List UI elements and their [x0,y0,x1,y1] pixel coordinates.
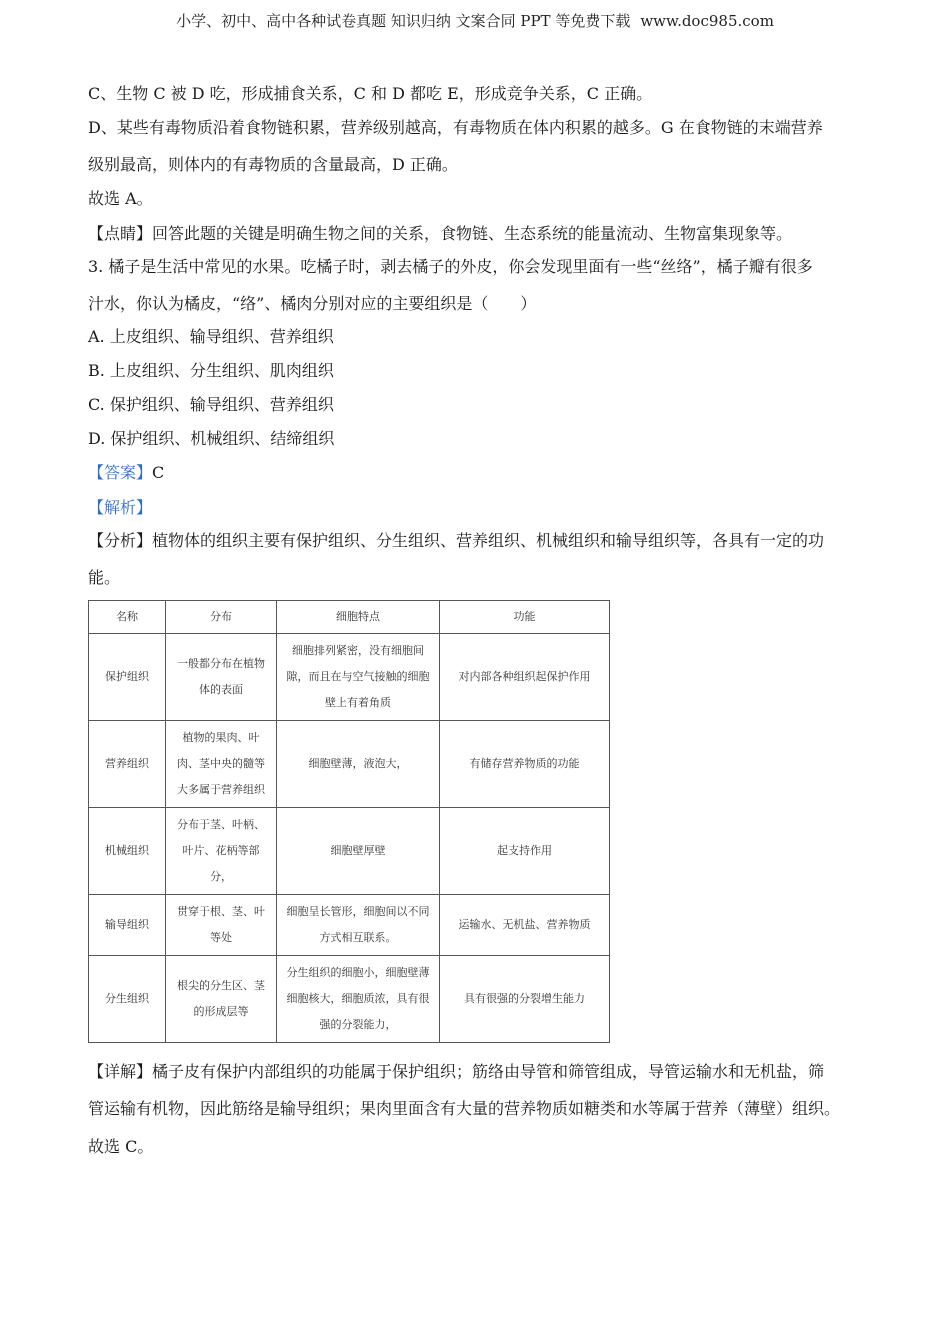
detail-line [88,1062,824,1082]
analysis-text: 植物体的组织主要有保护组织、分生组织、营养组织、机械组织和输导组织等，各具有一定的功 [152,531,825,550]
text-line: D、某些有毒物质沿着食物链积累，营养级别越高，有毒物质在体内积累的越多。G 在食物链的末端营养 [88,118,823,137]
header-cell: 细胞特点 [277,601,440,634]
table-cell: 植物的果肉、叶肉、茎中央的髓等大多属于营养组织 [166,721,277,808]
header-text: 小学、初中、高中各种试卷真题 知识归纳 文案合同 PPT 等免费下载 [176,12,631,30]
analysis-line: 能。 [88,568,121,587]
answer-value: C [152,463,165,482]
text-line: C、生物 C 被 D 吃，形成捕食关系，C 和 D 都吃 E，形成竞争关系，C 正确。 [88,84,653,103]
question-stem: 汁水，你认为橘皮，“络”、橘肉分别对应的主要组织是（ ） [88,294,537,313]
table-row [89,956,610,1043]
table-cell: 贯穿于根、茎、叶等处 [166,895,277,956]
text-line: 故选 A。 [88,189,153,208]
table-cell: 细胞壁厚壁 [277,808,440,895]
table-cell: 起支持作用 [440,808,610,895]
table-cell: 细胞呈长管形，细胞间以不同方式相互联系。 [277,895,440,956]
final-answer: 故选 C。 [88,1137,154,1156]
header-cell: 名称 [89,601,166,634]
tissue-table [88,600,610,1043]
detail-tag: 【详解】 [88,1062,153,1081]
table-cell: 具有很强的分裂增生能力 [440,956,610,1043]
table-cell: 细胞壁薄，液泡大， [277,721,440,808]
answer-tag: 【答案】 [88,463,153,482]
table-row [89,895,610,956]
text-line: 级别最高，则体内的有毒物质的含量最高，D 正确。 [88,155,458,174]
table-cell: 分生组织 [89,956,166,1043]
page-header [0,10,950,31]
table-cell: 保护组织 [89,634,166,721]
option-c: C. 保护组织、输导组织、营养组织 [88,395,334,414]
table-cell: 一般都分布在植物体的表面 [166,634,277,721]
table-cell: 有储存营养物质的功能 [440,721,610,808]
header-cell: 功能 [440,601,610,634]
table-row [89,721,610,808]
table-row [89,634,610,721]
tip-text: 回答此题的关键是明确生物之间的关系，食物链、生态系统的能量流动、生物富集现象等。 [152,224,793,243]
detail-line: 管运输有机物，因此筋络是输导组织；果肉里面含有大量的营养物质如糖类和水等属于营养（薄壁）组织。 [88,1099,841,1118]
table-cell: 营养组织 [89,721,166,808]
table-cell: 输导组织 [89,895,166,956]
header-url[interactable]: www.doc985.com [640,12,774,30]
option-d: D. 保护组织、机械组织、结缔组织 [88,429,335,448]
question-stem: 3. 橘子是生活中常见的水果。吃橘子时，剥去橘子的外皮，你会发现里面有一些“丝络”，橘子瓣有很多 [88,257,813,276]
tip-tag: 【点睛】 [88,224,153,243]
explanation-heading: 【解析】 [88,498,153,517]
detail-text: 橘子皮有保护内部组织的功能属于保护组织；筋络由导管和筛管组成，导管运输水和无机盐，筛 [152,1062,825,1081]
table-cell: 分生组织的细胞小，细胞壁薄细胞核大，细胞质浓，具有很强的分裂能力， [277,956,440,1043]
table-cell: 运输水、无机盐、营养物质 [440,895,610,956]
table-cell: 机械组织 [89,808,166,895]
analysis-tag: 【分析】 [88,531,153,550]
header-cell: 分布 [166,601,277,634]
table-header-row [89,601,610,634]
table-row [89,808,610,895]
table-cell: 对内部各种组织起保护作用 [440,634,610,721]
option-b: B. 上皮组织、分生组织、肌肉组织 [88,361,334,380]
analysis-line [88,531,824,551]
table-cell: 根尖的分生区、茎的形成层等 [166,956,277,1043]
table-cell: 细胞排列紧密，没有细胞间隙，而且在与空气接触的细胞壁上有着角质 [277,634,440,721]
option-a: A. 上皮组织、输导组织、营养组织 [88,327,334,346]
tip-line [88,224,792,244]
table-cell: 分布于茎、叶柄、叶片、花柄等部分， [166,808,277,895]
answer-line [88,463,164,483]
